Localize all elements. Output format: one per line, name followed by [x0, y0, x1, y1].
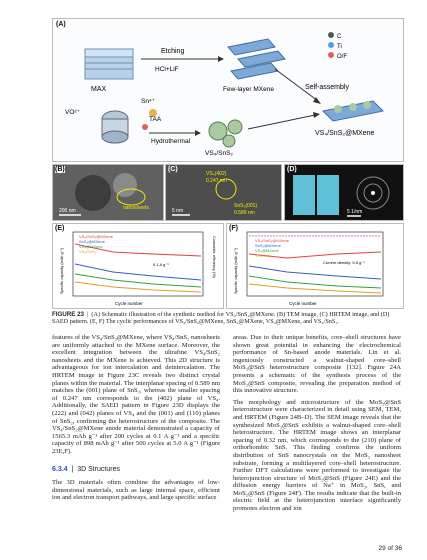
panel-a-letter: (A)	[56, 21, 66, 28]
panel-f-legend-2: VS₄@MXene	[255, 248, 279, 253]
few-layer-label: Few-layer MXene	[223, 86, 274, 93]
left-paragraph-1: features of the VS₄/SnS₂@MXene, where VS₄/SnS₂ nanosheets are uniformly attached to the MXene surface. Moreover, the excellent integration between the ultrafine VS₄/SnS₂ nanosheets and the MXene is achieved. This 2D structure is advantageous for ion intercalation and deintercalation. The HRTEM image in Figure 23C reveals two distinct crystal planes within the material. The interplanar spacing of 0.589 nm matches the (001) plane of SnS₂, whereas the smaller spacing of 0.247 nm corresponds to the (402) plane of VS₄. Additionally, the SAED pattern in Figure 23D displays the (222) and (042) planes of VS₄ and the (001) and (110) planes of SnS₂, confirming the heterostructure of the composite. The VS₄/SnS₂@MXene anode material demonstrated a capacity of 1565.3 mAh g⁻¹ after 200 cycles at 0.1 A g⁻¹ and a specific capacity of 898 mAh g⁻¹ after 500 cycles at 5.0 A g⁻¹ (Figure 23E,F).	[52, 334, 220, 455]
self-assembly-label: Self-assembly	[305, 84, 349, 91]
few-layer-mxene-icon	[228, 39, 285, 79]
panel-e-letter: (E)	[55, 225, 65, 232]
panel-c-d2: SnS₂(001)	[234, 203, 258, 209]
panel-c-v2: 0.589 nm	[234, 210, 255, 216]
section-number: 6.3.4	[52, 465, 68, 473]
panel-e-current: 0.1 A g⁻¹	[153, 262, 169, 267]
panel-e-cycling	[52, 223, 224, 309]
vs4-sns2-nanosheets-icon	[209, 120, 242, 147]
panel-d-saed	[284, 164, 404, 221]
panel-f-ylabel: Specific capacity (mAh g⁻¹)	[234, 247, 238, 294]
right-paragraph-2: The morphology and microstructure of the MoS₂@SnS heterostructure were characterized in detail using SEM, TEM, and HRTEM (Figure 24B–D). The SEM image reveals that the synthesized MoS₂@SnS exhibits a walnut-shaped core–shell heterostructure. The HRTEM image shows an interplanar spacing of 0.32 nm, which corresponds to the (210) plane of orthorhombic SnS. This finding confirms the uniform distribution of SnS nanocrystals on the MoS₂ nanosheet substrate, forming a multilayered core–shell heterostructure. Further DFT calculations were performed to investigate the heterojunction structure of MoS₂@SnS (Figure 24E) and the diffusion energy barriers of Na⁺ in MoS₂, SnS, and MoS₂@SnS (Figure 24F). The results indicate that the built-in electric field at the heterojunction interface significantly promotes electron and ion	[233, 398, 401, 513]
hydrothermal-label: Hydrothermal	[151, 138, 191, 145]
panel-d-letter: (D)	[287, 166, 297, 173]
vo-label: VO²⁺	[65, 109, 80, 116]
taa-label: TAA	[149, 116, 162, 123]
panel-e-legend-3: VS₄/SnS₂	[79, 249, 97, 254]
panel-c-d1: VS₄(402)	[206, 171, 227, 177]
panel-f-legend-0: VS₄/SnS₂@MXene	[255, 238, 289, 243]
panel-b-scale: 200 nm	[59, 208, 76, 214]
legend-c: C	[337, 34, 342, 40]
panel-f-letter: (F)	[229, 225, 238, 232]
left-column	[52, 334, 220, 506]
panel-e-xlabel: Cycle number	[115, 301, 143, 306]
panel-e-legend-1: SnS₂@MXene	[79, 239, 105, 244]
caption-text: (A) Schematic illustration of the synthetic method for VS₄/SnS₂@MXene. (B) TEM image, (C) HRTEM image, and (D) SAED pattern. (E, F) The cyclic performances of VS₄/SnS₂@MXene, SnS₂@MXene, VS₄@MXene, and VS₄/SnS₂.	[52, 311, 390, 326]
right-paragraph-1: areas. Due to their unique benefits, core–shell structures have shown great potential in enhancing the electrochemical performance of Sn-based anode materials. Lin et al. ingeniously constructed a walnut-shaped core–shell MoS₂@SnS heterostructure composite [132]. Figure 24A presents a schematic of the synthesis process of the MoS₂@SnS composite, revealing the preparation method of this innovative structure.	[233, 334, 401, 395]
panel-b-letter: (B)	[55, 166, 65, 173]
section-heading: 6.3.4 | 3D Structures	[52, 465, 120, 473]
panel-b-tem	[52, 164, 164, 221]
panel-d-scale: 5 1/nm	[347, 209, 363, 215]
panel-f-cycling	[226, 223, 404, 309]
figure-23	[52, 18, 402, 308]
product-label: VS₄/SnS₂@MXene	[315, 130, 375, 137]
panel-c-v1: 0.247 nm	[206, 178, 227, 184]
panel-c-letter: (C)	[168, 166, 178, 173]
page-number: 29 of 36	[378, 545, 402, 552]
panel-c-hrtem	[165, 164, 282, 221]
panel-f-current: Current density: 5 A g⁻¹	[323, 260, 365, 265]
panel-e-legend-0: VS₄/SnS₂@MXene	[79, 234, 113, 239]
legend-ti: Ti	[337, 44, 342, 50]
left-paragraph-2: The 3D materials often combine the advantages of low-dimensional materials, such as large internal space, efficient ion and electron transport pathways, and large specific surface	[52, 479, 220, 502]
right-column	[233, 334, 401, 517]
panel-c-scale: 5 nm	[172, 208, 184, 214]
beaker-icon	[102, 111, 128, 143]
max-block-icon	[85, 49, 133, 79]
schematic-drawing	[53, 19, 403, 161]
panel-b-nanosheets: nanosheets	[123, 205, 149, 211]
panel-f-xlabel: Cycle number	[289, 301, 317, 306]
acid-label: HCl+LiF	[155, 66, 179, 73]
panel-a-schematic	[52, 18, 404, 162]
sn-label: Sn⁴⁺	[141, 98, 156, 105]
vs-sns-label: VS₄/SnS₂	[205, 150, 233, 157]
caption-label: FIGURE 23	[52, 311, 84, 318]
panel-f-legend-1: SnS₂@MXene	[255, 243, 281, 248]
etching-label: Etching	[161, 48, 185, 55]
panel-e-ylabel: Specific capacity (mAh g⁻¹)	[60, 247, 64, 294]
panel-e-y2label: Coulombic efficiency (%)	[212, 236, 216, 278]
panel-f-legend-3: VS₄/SnS₂	[255, 253, 273, 258]
max-label: MAX	[91, 86, 107, 93]
product-composite-icon	[323, 101, 383, 121]
panel-e-legend-2: VS₄@MXene	[79, 244, 103, 249]
figure-caption: FIGURE 23 | (A) Schematic illustration of the synthetic method for VS₄/SnS₂@MXene. (B) TEM image, (C) HRTEM image, and (D) SAED pattern. (E, F) The cyclic performances of VS₄/SnS₂@MXene, SnS₂@MXene, VS₄@MXene, and VS₄/SnS₂.	[52, 311, 390, 326]
section-title: 3D Structures	[77, 465, 120, 473]
legend-of: O/F	[337, 54, 347, 60]
